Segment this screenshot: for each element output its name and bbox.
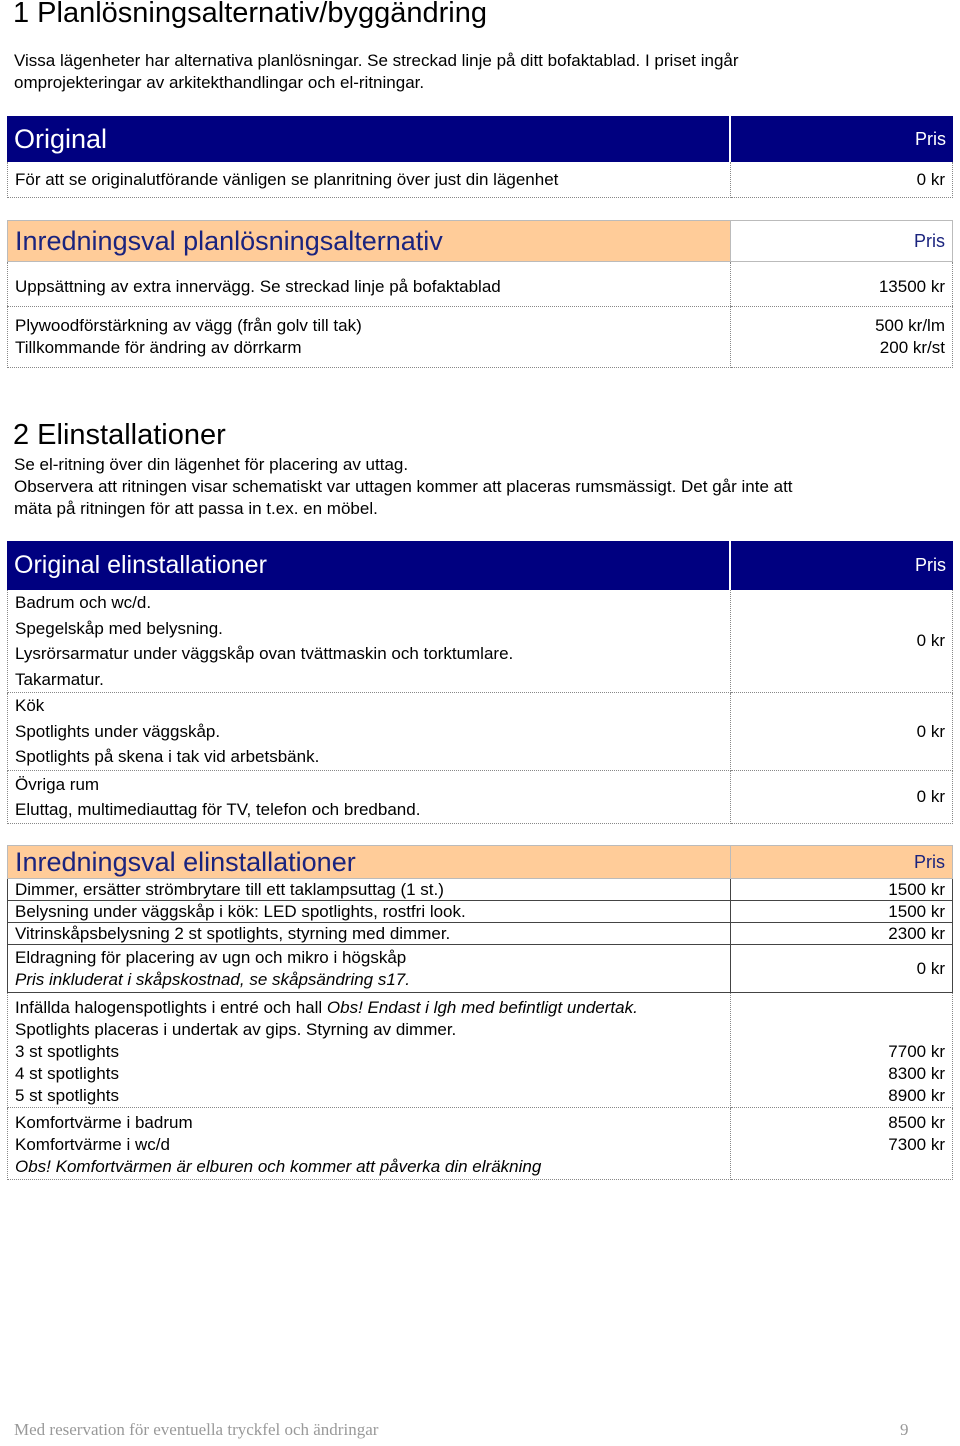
section1-intro-line2: omprojekteringar av arkitekthandlingar och el-ritningar.	[14, 73, 425, 92]
section2-heading: 2 Elinstallationer	[13, 419, 226, 451]
layout-option-row: Tillkommande för ändring av dörrkarm	[15, 338, 302, 357]
halogen-line1-plain: Infällda halogenspotlights i entré och hall	[15, 998, 327, 1017]
section2-intro-line2: Observera att ritningen visar schematiskt var uttagen kommer att placeras rumsmässigt. Det går inte att	[14, 477, 793, 496]
halogen-item: 5 st spotlights	[15, 1086, 119, 1105]
halogen-line1	[15, 997, 723, 1019]
layout-option-row: Uppsättning av extra innervägg. Se streckad linje på bofaktablad	[7, 262, 731, 306]
original-electrical-price-header: Pris	[731, 541, 953, 590]
electrical-option-text: Eldragning för placering av ugn och mikro i högskåp	[15, 947, 407, 967]
original-row-text: För att se originalutförande vänligen se planritning över just din lägenhet	[7, 162, 731, 198]
electrical-line: Badrum och wc/d.	[15, 593, 152, 612]
page-number: 9	[900, 1420, 909, 1439]
comfort-heat-item: Komfortvärme i wc/d	[15, 1135, 170, 1154]
electrical-line: Övriga rum	[15, 774, 100, 794]
comfort-heat-price: 8500 kr	[888, 1113, 945, 1132]
electrical-group-bathroom	[7, 590, 731, 693]
electrical-option-row	[7, 945, 731, 993]
electrical-option-row: Dimmer, ersätter strömbrytare till ett taklampsuttag (1 st.)	[7, 879, 731, 901]
halogen-line1-note: Obs! Endast i lgh med befintligt undertak.	[326, 998, 638, 1017]
electrical-line: Takarmatur.	[15, 669, 104, 689]
layout-options-price-header: Pris	[731, 220, 953, 262]
original-electrical-title: Original elinstallationer	[7, 541, 731, 590]
comfort-heat-note: Obs! Komfortvärmen är elburen och kommer att påverka din elräkning	[15, 1157, 542, 1176]
electrical-line: Eluttag, multimediauttag för TV, telefon och bredband.	[15, 800, 421, 819]
section1-heading: 1 Planlösningsalternativ/byggändring	[13, 0, 487, 29]
electrical-line: Spegelskåp med belysning.	[15, 618, 223, 638]
footer-disclaimer: Med reservation för eventuella tryckfel och ändringar	[14, 1420, 379, 1439]
layout-option-price-group	[731, 306, 953, 368]
halogen-price: 7700 kr	[888, 1042, 945, 1061]
section1-intro-line1: Vissa lägenheter har alternativa planlösningar. Se streckad linje på ditt bofaktablad. I priset ingår	[14, 51, 739, 70]
halogen-price: 8900 kr	[888, 1086, 945, 1105]
halogen-item: 3 st spotlights	[15, 1042, 119, 1061]
halogen-line2: Spotlights placeras i undertak av gips. Styrning av dimmer.	[15, 1020, 457, 1039]
halogen-prices	[731, 993, 953, 1108]
halogen-price: 8300 kr	[888, 1064, 945, 1083]
electrical-option-price: 1500 kr	[731, 901, 953, 923]
layout-options-table	[7, 220, 953, 368]
comfort-heat-price: 7300 kr	[888, 1135, 945, 1154]
comfort-heat-group	[7, 1108, 731, 1180]
electrical-options-table	[7, 845, 953, 1180]
electrical-option-price: 2300 kr	[731, 923, 953, 945]
comfort-heat-item: Komfortvärme i badrum	[15, 1113, 193, 1132]
electrical-line: Spotlights på skena i tak vid arbetsbänk.	[15, 747, 320, 767]
electrical-option-price: 1500 kr	[731, 879, 953, 901]
original-title: Original	[7, 116, 731, 162]
halogen-group	[7, 993, 731, 1108]
electrical-option-row: Vitrinskåpsbelysning 2 st spotlights, styrning med dimmer.	[7, 923, 731, 945]
electrical-group-kitchen	[7, 693, 731, 771]
electrical-group-price: 0 kr	[731, 590, 953, 693]
original-electrical-table	[7, 541, 953, 824]
electrical-option-note: Pris inkluderat i skåpskostnad, se skåpsändring s17.	[15, 969, 410, 989]
layout-options-title: Inredningsval planlösningsalternativ	[7, 220, 731, 262]
layout-option-price: 13500 kr	[731, 262, 953, 306]
electrical-options-price-header: Pris	[731, 845, 953, 879]
original-row-price: 0 kr	[731, 162, 953, 198]
layout-option-group	[7, 306, 731, 368]
layout-option-row: Plywoodförstärkning av vägg (från golv till tak)	[15, 316, 362, 335]
section2-intro-line3: mäta på ritningen för att passa in t.ex. en möbel.	[14, 499, 378, 518]
halogen-item: 4 st spotlights	[15, 1064, 119, 1083]
section2-intro-line1: Se el-ritning över din lägenhet för placering av uttag.	[14, 455, 409, 474]
comfort-heat-prices	[731, 1108, 953, 1180]
electrical-group-other-rooms	[7, 771, 731, 824]
electrical-option-row: Belysning under väggskåp i kök: LED spotlights, rostfri look.	[7, 901, 731, 923]
electrical-line: Kök	[15, 696, 45, 716]
electrical-options-title: Inredningsval elinstallationer	[7, 845, 731, 879]
electrical-line: Lysrörsarmatur under väggskåp ovan tvättmaskin och torktumlare.	[15, 644, 514, 663]
electrical-group-price: 0 kr	[731, 771, 953, 824]
electrical-group-price: 0 kr	[731, 693, 953, 771]
original-price-header: Pris	[731, 116, 953, 162]
electrical-option-price: 0 kr	[731, 945, 953, 993]
electrical-line: Spotlights under väggskåp.	[15, 721, 221, 741]
layout-option-price: 200 kr/st	[879, 338, 945, 357]
original-table	[7, 116, 953, 198]
layout-option-price: 500 kr/lm	[875, 316, 945, 335]
